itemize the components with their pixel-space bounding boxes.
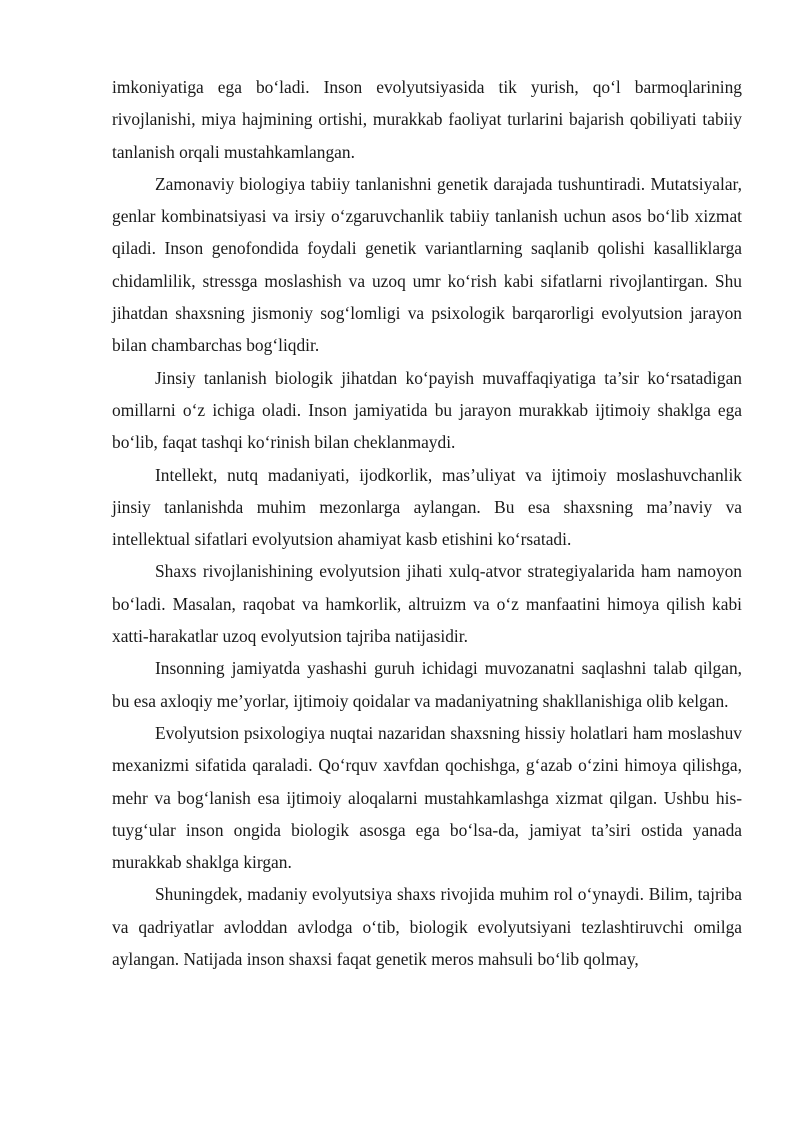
paragraph: Shaxs rivojlanishining evolyutsion jihati xulq-atvor strategiyalarida ham namoyon bo‘ladi. Masalan, raqobat va hamkorlik, altruizm va o‘z manfaatini himoya qilish kabi xatti-harakatlar uzoq evolyutsion tajriba natijasidir.	[112, 561, 742, 647]
paragraph: Evolyutsion psixologiya nuqtai nazaridan shaxsning hissiy holatlari ham moslashuv mexanizmi sifatida qaraladi. Qo‘rquv xavfdan qochishga, g‘azab o‘zini himoya qilishga, mehr va bog‘lanish esa ijtimoiy aloqalarni mustahkamlashga xizmat qilgan. Ushbu his-tuyg‘ular inson ongida biologik asosga ega bo‘lsa-da, jamiyat ta’siri ostida yanada murakkab shaklga kirgan.	[112, 722, 742, 873]
paragraph: Intellekt, nutq madaniyati, ijodkorlik, mas’uliyat va ijtimoiy moslashuvchanlik jinsiy tanlanishda muhim mezonlarga aylangan. Bu esa shaxsning ma’naviy va intellektual sifatlari evolyutsion ahamiyat kasb etishini ko‘rsatadi.	[112, 464, 742, 550]
paragraph-continuation: imkoniyatiga ega bo‘ladi. Inson evolyutsiyasida tik yurish, qo‘l barmoqlarining rivojlanishi, miya hajmining ortishi, murakkab faoliyat turlarini bajarish qobiliyati tabiiy tanlanish orqali mustahkamlangan.	[112, 77, 742, 162]
paragraph: Insonning jamiyatda yashashi guruh ichidagi muvozanatni saqlashni talab qilgan, bu esa axloqiy me’yorlar, ijtimoiy qoidalar va madaniyatning shakllanishiga olib kelgan.	[112, 658, 742, 711]
paragraph: Shuningdek, madaniy evolyutsiya shaxs rivojida muhim rol o‘ynaydi. Bilim, tajriba va qadriyatlar avloddan avlodga o‘tib, biologik evolyutsiyani tezlashtiruvchi omilga aylangan. Natijada inson shaxsi faqat genetik meros mahsuli bo‘lib qolmay,	[112, 884, 742, 970]
document-body	[112, 71, 742, 975]
paragraph: Zamonaviy biologiya tabiiy tanlanishni genetik darajada tushuntiradi. Mutatsiyalar, genlar kombinatsiyasi va irsiy o‘zgaruvchanlik tabiiy tanlanish uchun asos bo‘lib xizmat qiladi. Inson genofondida foydali genetik variantlarning saqlanib qolishi kasalliklarga chidamlilik, stressga moslashish va uzoq umr ko‘rish kabi sifatlarni rivojlantirgan. Shu jihatdan shaxsning jismoniy sog‘lomligi va psixologik barqarorligi evolyutsion jarayon bilan chambarchas bog‘liqdir.	[112, 173, 742, 356]
paragraph: Jinsiy tanlanish biologik jihatdan ko‘payish muvaffaqiyatiga ta’sir ko‘rsatadigan omillarni o‘z ichiga oladi. Inson jamiyatida bu jarayon murakkab ijtimoiy shaklga ega bo‘lib, faqat tashqi ko‘rinish bilan cheklanmaydi.	[112, 367, 742, 453]
